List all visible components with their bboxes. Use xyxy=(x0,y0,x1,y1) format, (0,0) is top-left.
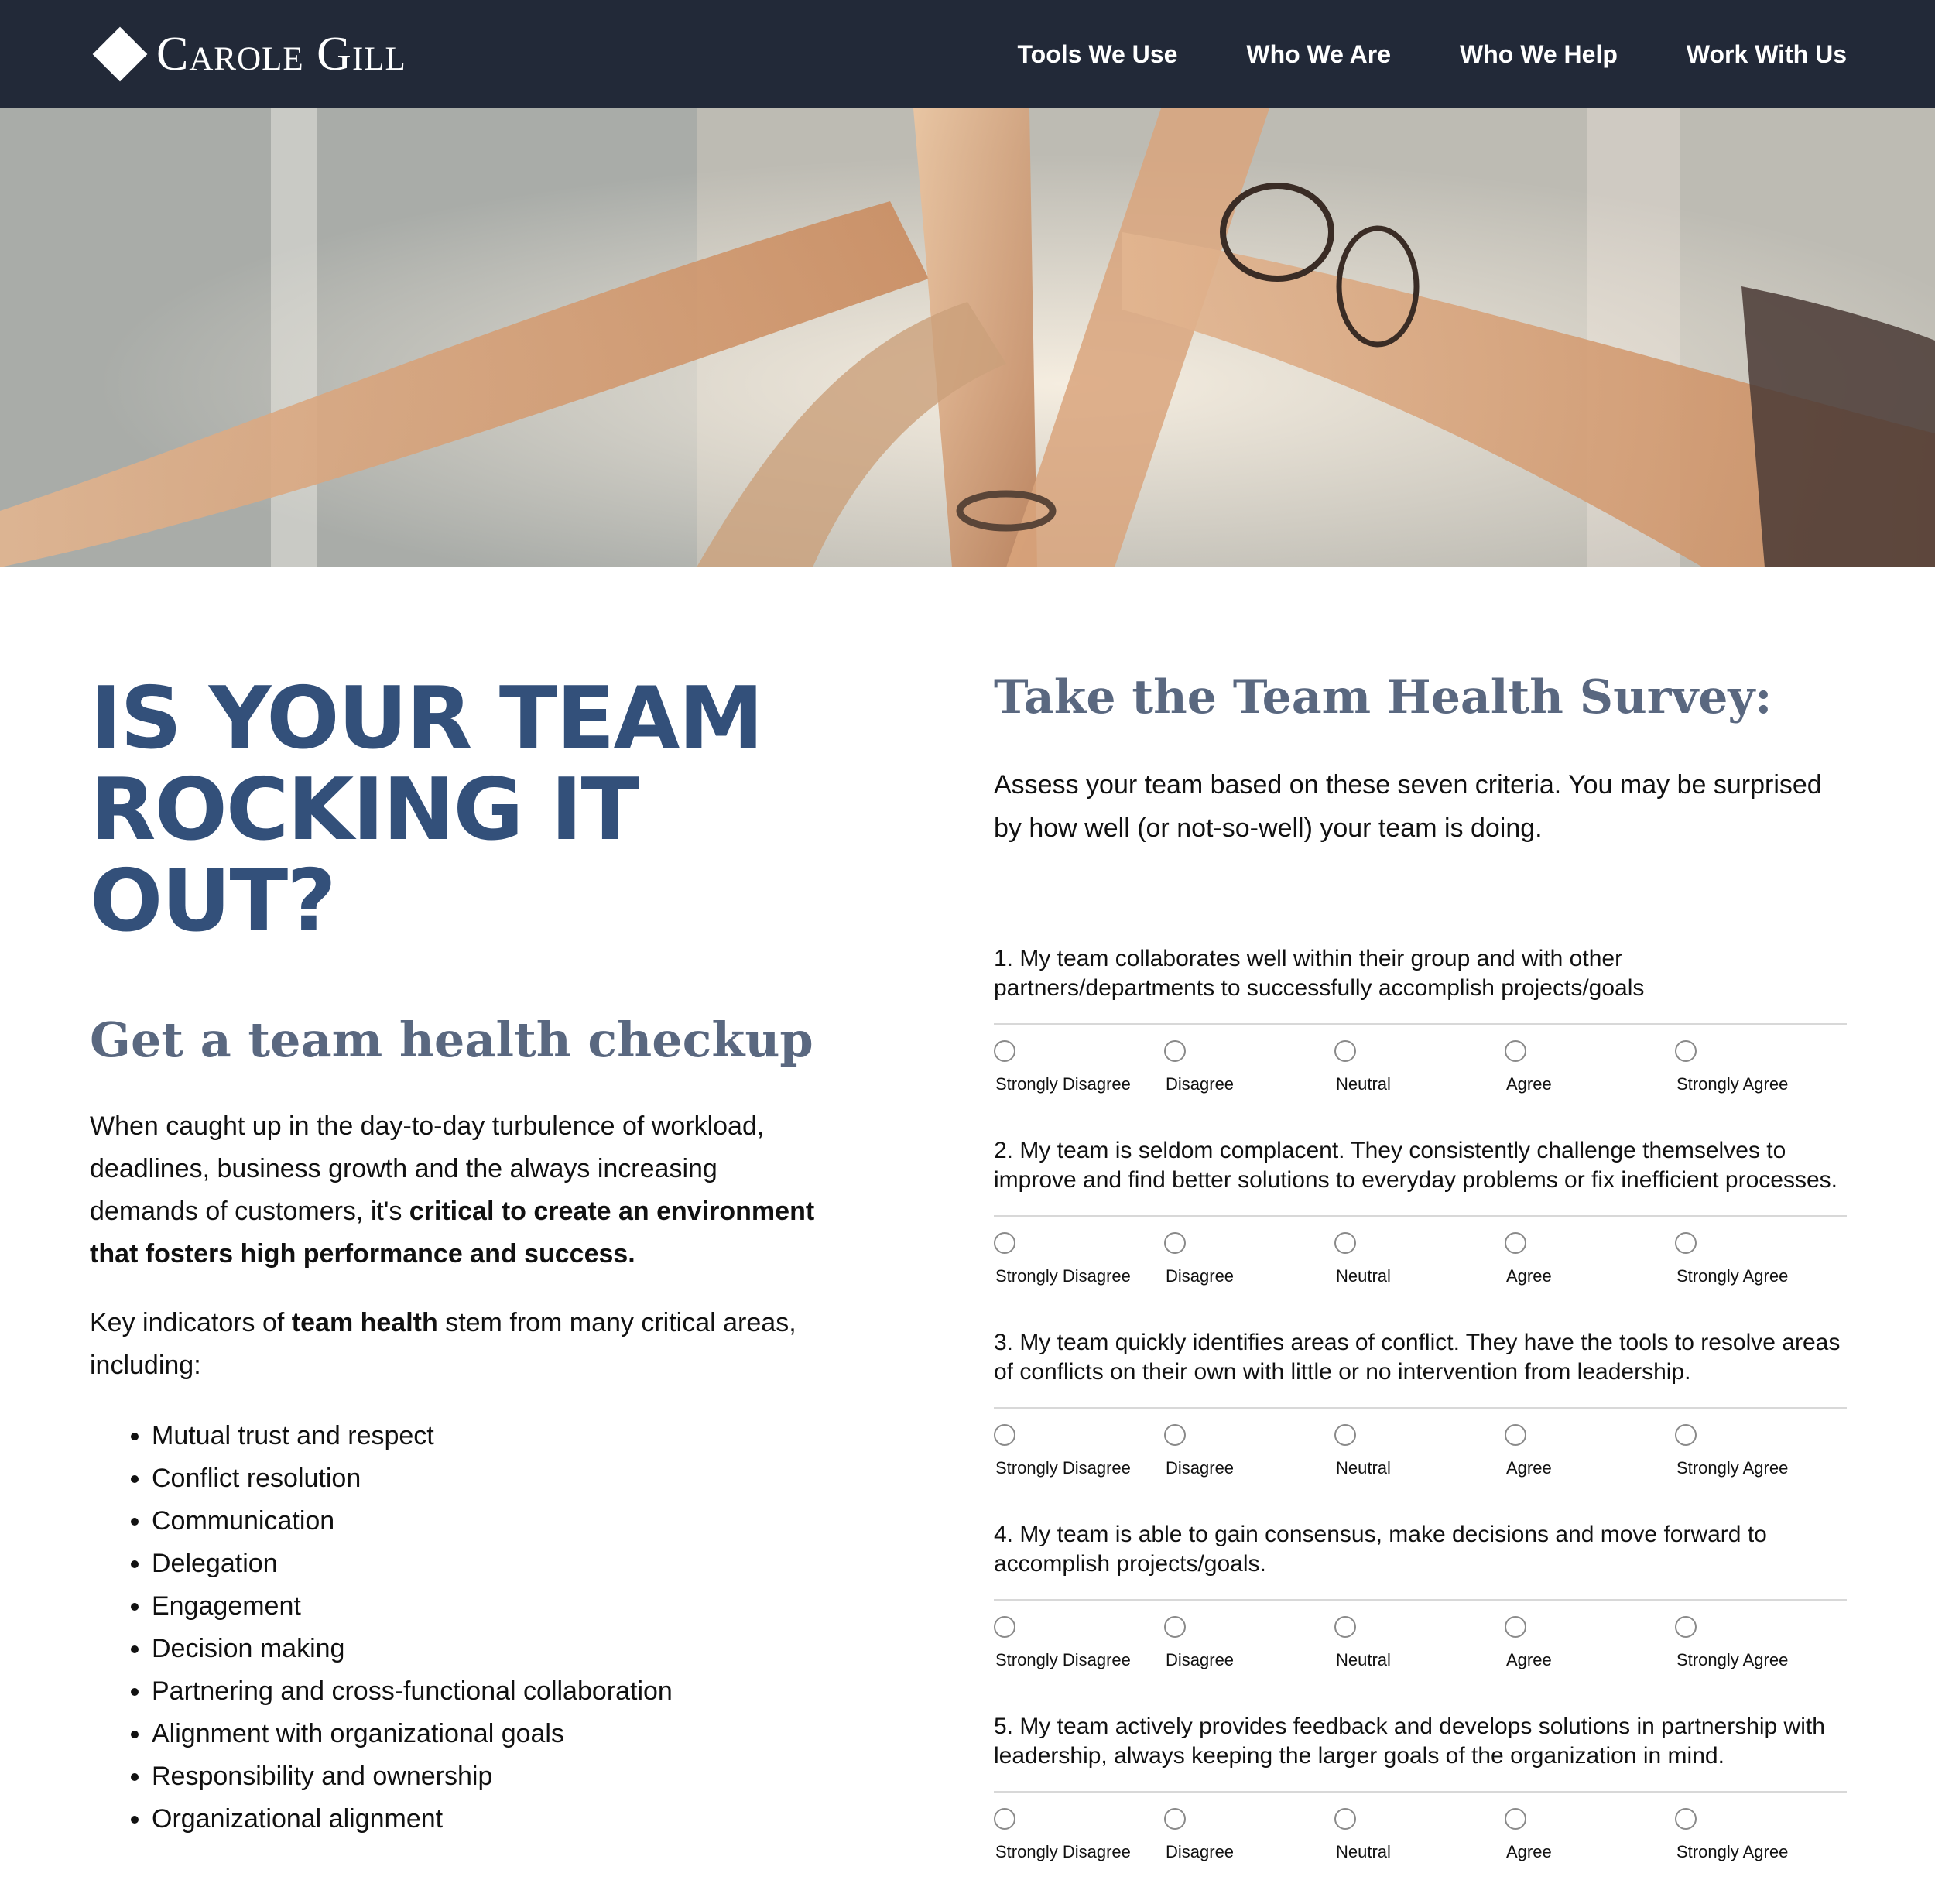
rating-label: Strongly Disagree xyxy=(995,1266,1131,1286)
rating-radio[interactable] xyxy=(1505,1040,1526,1062)
rating-label: Strongly Disagree xyxy=(995,1074,1131,1094)
rating-options xyxy=(994,1232,1847,1286)
rating-label: Disagree xyxy=(1166,1842,1235,1861)
list-item: • Organizational alignment xyxy=(152,1798,825,1841)
rating-radio[interactable] xyxy=(994,1616,1015,1638)
rating-radio[interactable] xyxy=(1505,1424,1526,1446)
indicators-paragraph xyxy=(90,1302,825,1387)
rating-radio[interactable] xyxy=(1164,1808,1186,1830)
rating-option[interactable] xyxy=(1164,1808,1334,1862)
rating-option[interactable] xyxy=(1164,1040,1334,1094)
question-text: 1. My team collaborates well within their group and with other partners/departments to successfully accomplish projects/goals xyxy=(994,944,1847,1025)
rating-radio[interactable] xyxy=(1675,1424,1697,1446)
question-text: 2. My team is seldom complacent. They consistently challenge themselves to improve and find better solutions to everyday problems or fix inefficient processes. xyxy=(994,1136,1847,1217)
rating-radio[interactable] xyxy=(1164,1616,1186,1638)
nav-who-we-help[interactable]: Who We Help xyxy=(1460,39,1618,68)
nav-tools-we-use[interactable]: Tools We Use xyxy=(1017,39,1178,68)
list-item: • Conflict resolution xyxy=(152,1457,825,1500)
rating-options xyxy=(994,1040,1847,1094)
rating-option[interactable] xyxy=(994,1808,1164,1862)
rating-options xyxy=(994,1808,1847,1862)
survey-questions xyxy=(994,944,1847,1862)
list-item: • Engagement xyxy=(152,1585,825,1628)
rating-option[interactable] xyxy=(1334,1616,1505,1670)
rating-radio[interactable] xyxy=(994,1808,1015,1830)
list-item: • Partnering and cross-functional collaboration xyxy=(152,1670,825,1713)
rating-radio[interactable] xyxy=(1164,1424,1186,1446)
rating-option[interactable] xyxy=(1505,1808,1675,1862)
rating-radio[interactable] xyxy=(1334,1616,1356,1638)
list-item: • Responsibility and ownership xyxy=(152,1755,825,1798)
rating-label: Neutral xyxy=(1336,1650,1391,1669)
survey-title: Take the Team Health Survey: xyxy=(994,670,1772,724)
rating-radio[interactable] xyxy=(1505,1232,1526,1254)
indicators-text: Key indicators of xyxy=(90,1308,292,1338)
rating-option[interactable] xyxy=(1675,1040,1830,1094)
question-text: 3. My team quickly identifies areas of conflict. They have the tools to resolve areas of conflicts on their own with little or no intervention from leadership. xyxy=(994,1328,1847,1409)
rating-option[interactable] xyxy=(1334,1040,1505,1094)
nav-work-with-us[interactable]: Work With Us xyxy=(1686,39,1847,68)
rating-label: Agree xyxy=(1506,1842,1552,1861)
rating-radio[interactable] xyxy=(1334,1424,1356,1446)
rating-option[interactable] xyxy=(1164,1232,1334,1286)
rating-option[interactable] xyxy=(994,1616,1164,1670)
rating-option[interactable] xyxy=(1164,1424,1334,1478)
indicators-emphasis: team health xyxy=(291,1308,438,1338)
rating-label: Neutral xyxy=(1336,1074,1391,1094)
rating-option[interactable] xyxy=(1334,1424,1505,1478)
list-item: • Communication xyxy=(152,1500,825,1543)
rating-option[interactable] xyxy=(1675,1616,1830,1670)
rating-radio[interactable] xyxy=(994,1040,1015,1062)
list-item: • Mutual trust and respect xyxy=(152,1415,825,1457)
rating-option[interactable] xyxy=(994,1040,1164,1094)
logo-text: Carole Gill xyxy=(156,28,406,80)
survey-question xyxy=(994,944,1847,1094)
list-item: • Decision making xyxy=(152,1628,825,1670)
rating-label: Strongly Disagree xyxy=(995,1842,1131,1861)
question-text: 5. My team actively provides feedback and develops solutions in partnership with leadership, always keeping the larger goals of the organization in mind. xyxy=(994,1712,1847,1793)
rating-label: Strongly Disagree xyxy=(995,1650,1131,1669)
rating-label: Neutral xyxy=(1336,1458,1391,1478)
rating-radio[interactable] xyxy=(994,1424,1015,1446)
rating-radio[interactable] xyxy=(1505,1808,1526,1830)
rating-radio[interactable] xyxy=(1675,1616,1697,1638)
rating-option[interactable] xyxy=(1675,1808,1830,1862)
logo[interactable] xyxy=(96,23,406,85)
rating-radio[interactable] xyxy=(1675,1808,1697,1830)
rating-option[interactable] xyxy=(1164,1616,1334,1670)
rating-options xyxy=(994,1424,1847,1478)
subheading: Get a team health checkup xyxy=(90,1012,813,1068)
rating-label: Neutral xyxy=(1336,1266,1391,1286)
rating-label: Disagree xyxy=(1166,1458,1235,1478)
rating-option[interactable] xyxy=(1505,1040,1675,1094)
survey-intro: Assess your team based on these seven criteria. You may be surprised by how well (or not-so-well) your team is doing. xyxy=(994,770,1822,843)
rating-label: Strongly Disagree xyxy=(995,1458,1131,1478)
rating-label: Agree xyxy=(1506,1650,1552,1669)
rating-options xyxy=(994,1616,1847,1670)
rating-radio[interactable] xyxy=(1164,1040,1186,1062)
headline-line: IS YOUR TEAM xyxy=(90,669,762,769)
headline-line: ROCKING IT xyxy=(90,760,639,860)
survey-column xyxy=(994,672,1847,1904)
page-headline xyxy=(90,669,825,951)
rating-label: Agree xyxy=(1506,1458,1552,1478)
rating-label: Agree xyxy=(1506,1074,1552,1094)
rating-option[interactable] xyxy=(1505,1232,1675,1286)
rating-label: Neutral xyxy=(1336,1842,1391,1861)
rating-radio[interactable] xyxy=(1505,1616,1526,1638)
rating-option[interactable] xyxy=(994,1424,1164,1478)
survey-question xyxy=(994,1328,1847,1478)
rating-label: Strongly Agree xyxy=(1676,1266,1789,1286)
rating-label: Disagree xyxy=(1166,1266,1235,1286)
rating-option[interactable] xyxy=(994,1232,1164,1286)
rating-label: Disagree xyxy=(1166,1650,1235,1669)
rating-radio[interactable] xyxy=(1334,1040,1356,1062)
rating-option[interactable] xyxy=(1505,1616,1675,1670)
hero-image xyxy=(0,108,1935,567)
site-header xyxy=(0,0,1935,108)
main-nav xyxy=(1018,0,1848,108)
list-item: • Alignment with organizational goals xyxy=(152,1713,825,1755)
intro-emphasis: critical to create an environment that fosters high performance and success. xyxy=(90,1197,815,1269)
rating-label: Strongly Agree xyxy=(1676,1458,1789,1478)
survey-question xyxy=(994,1136,1847,1286)
rating-radio[interactable] xyxy=(1675,1040,1697,1062)
survey-question xyxy=(994,1520,1847,1670)
rating-radio[interactable] xyxy=(1675,1232,1697,1254)
intro-paragraph xyxy=(90,1105,825,1276)
survey-question xyxy=(994,1712,1847,1862)
rating-radio[interactable] xyxy=(1334,1808,1356,1830)
rating-label: Agree xyxy=(1506,1266,1552,1286)
headline-line: OUT? xyxy=(90,851,335,951)
rating-option[interactable] xyxy=(1505,1424,1675,1478)
rating-radio[interactable] xyxy=(1164,1232,1186,1254)
rating-option[interactable] xyxy=(1334,1232,1505,1286)
rating-radio[interactable] xyxy=(994,1232,1015,1254)
nav-who-we-are[interactable]: Who We Are xyxy=(1246,39,1392,68)
rating-label: Strongly Agree xyxy=(1676,1650,1789,1669)
indicator-list xyxy=(90,1415,825,1841)
list-item: • Delegation xyxy=(152,1543,825,1585)
intro-text: When caught up in the day-to-day turbulence of workload, deadlines, business growth and the always increasing demands of customers, it's xyxy=(90,1111,765,1227)
rating-option[interactable] xyxy=(1675,1424,1830,1478)
logo-diamond-icon xyxy=(96,30,144,78)
rating-label: Strongly Agree xyxy=(1676,1842,1789,1861)
rating-label: Strongly Agree xyxy=(1676,1074,1789,1094)
question-text: 4. My team is able to gain consensus, make decisions and move forward to accomplish projects/goals. xyxy=(994,1520,1847,1601)
rating-label: Disagree xyxy=(1166,1074,1235,1094)
rating-radio[interactable] xyxy=(1334,1232,1356,1254)
indicators-text-end: stem from many critical areas, including: xyxy=(90,1308,796,1381)
rating-option[interactable] xyxy=(1675,1232,1830,1286)
intro-column xyxy=(90,669,825,1841)
rating-option[interactable] xyxy=(1334,1808,1505,1862)
